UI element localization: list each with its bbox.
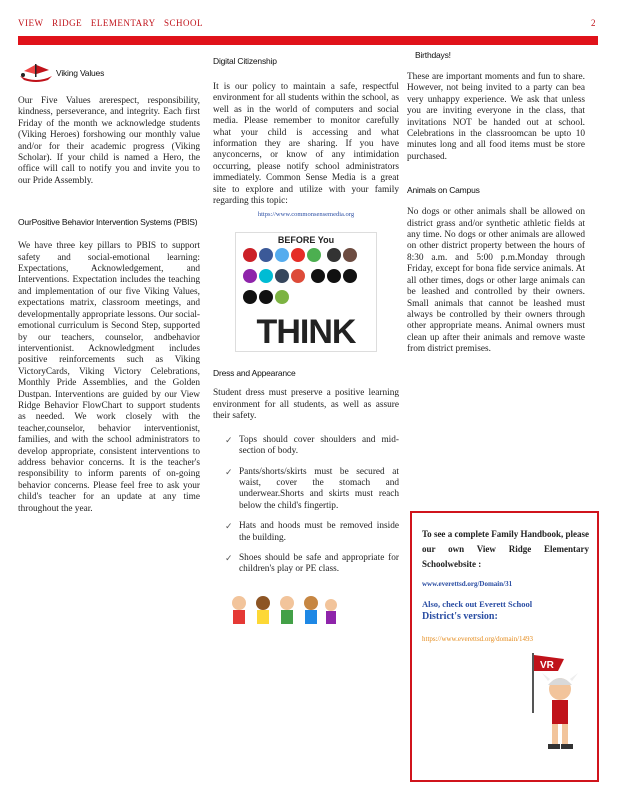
- district-link[interactable]: https://www.everettsd.org/domain/1493: [422, 635, 534, 643]
- dress-text: Student dress must preserve a positive learning environment for all students, as well as assure their safety.: [213, 388, 399, 422]
- animals-heading: Animals on Campus: [407, 185, 480, 196]
- page-number: 2: [591, 18, 596, 28]
- viking-values-title: Viking Values: [56, 68, 105, 78]
- kids-clipart-icon: [225, 593, 339, 631]
- poster-top-text: BEFORE You: [277, 235, 335, 246]
- viking-values-text: Our Five Values arerespect, responsibility, kindness, perseverance, and integrity. Each first Friday of the month we acknowledge students (Viking Heroes) forshowing our monthly value and/or for their academic progress (Viking Scholar). If your child is named a Hero, the office will call to notify you and invite you to our Pride Assembly.: [18, 96, 200, 186]
- viking-values-heading: [18, 58, 200, 88]
- pbis-heading: OurPositive Behavior Intervention Systems (PBIS): [18, 217, 198, 228]
- digital-citizenship-heading: Digital Citizenship: [213, 56, 277, 66]
- list-item: ✓ Tops should cover shoulders and mid-section of body.: [225, 434, 399, 457]
- column-left: [18, 50, 200, 515]
- viking-mascot-icon: [528, 649, 588, 757]
- digital-citizenship-text: It is our policy to maintain a safe, respectful environment for all students within the school, as well as in the world of computers and social media. Please remember to monitor carefully what your child is accessing and what information they are sharing. If you have anyconcerns, or know of any intimidation occurring, please notify school administrators immediately. Common Sense Media is a great site to explore and utilize with your family regarding this topic:: [213, 82, 399, 207]
- social-icons: [242, 247, 372, 310]
- dress-list: [225, 435, 399, 576]
- header-bar: [18, 36, 598, 45]
- column-right: [407, 50, 585, 356]
- animals-text: No dogs or other animals shall be allowed on district grass and/or synthetic athletic fields at any time. No dogs or other animals are allowed on other district property between the hours of 8:30 a.m. and 5:00 p.m.Monday through Friday, except for bona fide service animals. At all other times, dogs or other large animals can be leashed and controlled by their owners. Small animals that cannot be leashed must always be controlled by their owners through other appropriate means. Animal owners must clean up after their animals and remove waste from district premises.: [407, 207, 585, 355]
- check-icon: ✓: [225, 466, 233, 477]
- school-name: VIEW RIDGE ELEMENTARY SCHOOL: [18, 18, 204, 28]
- district-text: Also, check out Everett School District's version:: [422, 599, 533, 622]
- list-item: ✓ Pants/shorts/skirts must be secured at waist, cover the stomach and underwear.Shorts and skirts must reach below the child's fingertip.: [225, 466, 399, 511]
- think-poster: [235, 232, 377, 352]
- handbook-text: To see a complete Family Handbook, please our own View Ridge Elementary Schoolwebsite :: [422, 529, 589, 569]
- birthdays-text: These are important moments and fun to share. However, not being invited to a party can bea very unhappy experience. We ask that unless you are inviting everyone in the class, that invitations NOT be handed out at school. Celebrations in the classroomcan be upto 10 minutes long and all food items must be store purchased.: [407, 72, 585, 162]
- pbis-text: We have three key pillars to PBIS to support safety and social-emotional learning: Expectations, Acknowledgement, and Interventions. Expectation includes the teaching and implementation of our five Viking Values, expectations matrix, classroom meetings, and developmentally appropriate lessons. Our social-emotional curriculum is Second Step, supported by our teachers, counselor, andbehavior interventionist. Acknowledgment includes positive reinforcements such as Viking VictoryCards, Viking Victory Celebrations, Monthly Pride Assemblies, and the Golden Dustpan. Interventions are guided by our View Ridge Behavior FlowChart to support students as needed. We work closely with the teacher,counselor, behavior interventionist, families, and with the school administrators to develop appropriate, consistent interventions to address behavior concerns. It is the teacher's responsibility to inform parents of on-going behavior concerns. Please feel free to ask your child's teacher for an update at any time throughout the year.: [18, 241, 201, 514]
- dress-heading: Dress and Appearance: [213, 368, 296, 379]
- list-item: ✓ Shoes should be safe and appropriate for children's play or PE class.: [225, 552, 399, 575]
- list-item: ✓ Hats and hoods must be removed inside the building.: [225, 521, 399, 543]
- poster-think-text: THINK: [256, 313, 356, 352]
- check-icon: ✓: [225, 552, 233, 563]
- column-middle: [213, 50, 399, 636]
- check-icon: ✓: [225, 434, 233, 445]
- birthdays-heading: Birthdays!: [415, 50, 451, 60]
- viking-ship-icon: [18, 62, 54, 84]
- check-icon: ✓: [225, 521, 233, 532]
- svg-text:VR: VR: [540, 660, 554, 671]
- view-ridge-link[interactable]: www.everettsd.org/Domain/31: [422, 580, 513, 588]
- page-header: [18, 18, 598, 36]
- handbook-box: [410, 511, 599, 782]
- common-sense-link[interactable]: https://www.commonsensemedia.org: [257, 211, 355, 219]
